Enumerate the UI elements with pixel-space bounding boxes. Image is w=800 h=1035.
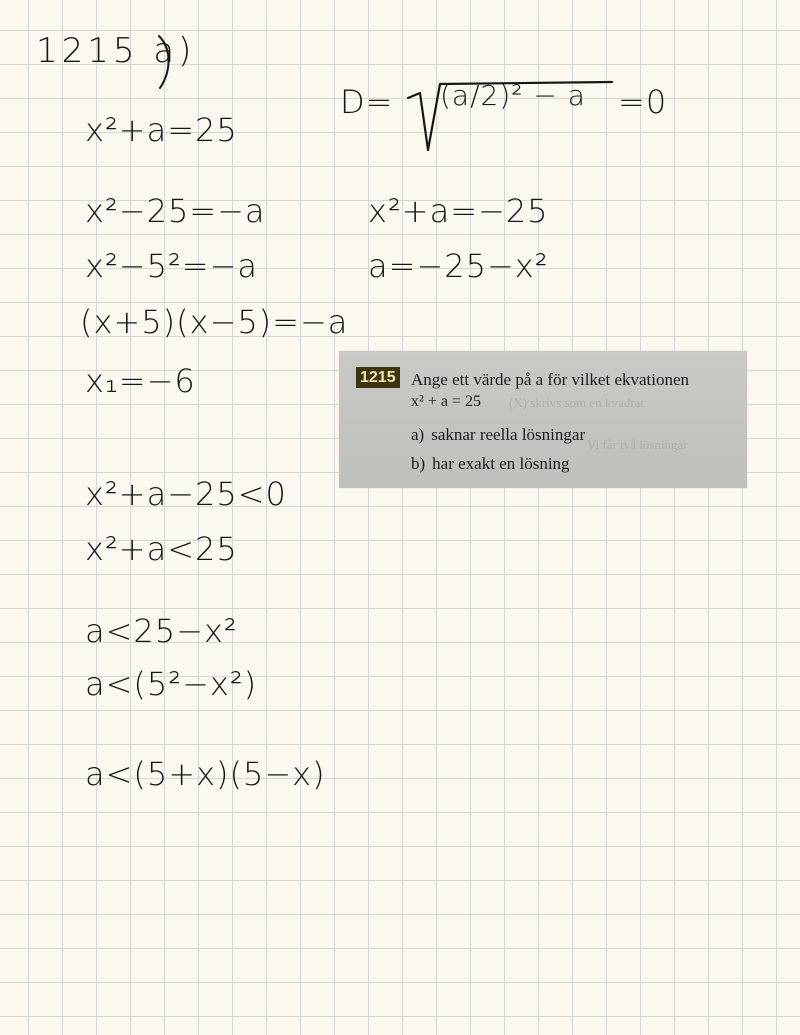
equation-rearranged: x²−25=−a xyxy=(85,192,266,230)
problem-number-badge: 1215 xyxy=(356,367,400,388)
inequality-2: x²+a<25 xyxy=(85,530,238,568)
textbook-problem-snippet xyxy=(339,351,747,488)
problem-prompt: Ange ett värde på a för vilket ekvationen xyxy=(411,370,690,389)
problem-part-b-text: har exakt en lösning xyxy=(432,454,570,473)
discriminant-radicand: (a/2)² − a xyxy=(440,79,586,112)
problem-part-b xyxy=(411,454,570,474)
problem-equation: x² + a = 25 xyxy=(411,393,481,410)
bleed-through-text-2: Vi får två lösningar xyxy=(587,437,688,452)
equation-alternative-2: a=−25−x² xyxy=(368,247,549,285)
inequality-3: a<25−x² xyxy=(85,612,238,650)
inequality-1: x²+a−25<0 xyxy=(85,475,287,513)
inequality-5: a<(5+x)(5−x) xyxy=(85,755,326,793)
problem-part-a-mark: a) xyxy=(411,425,425,444)
equation-difference-of-squares: x²−5²=−a xyxy=(85,247,258,285)
discriminant-result: =0 xyxy=(618,83,668,121)
discriminant-label: D= xyxy=(340,83,394,121)
equation-factored: (x+5)(x−5)=−a xyxy=(80,303,349,341)
problem-part-a-text: saknar reella lösningar xyxy=(431,425,586,444)
equation-root: x₁=−6 xyxy=(85,362,196,400)
equation-given: x²+a=25 xyxy=(85,111,238,149)
equation-alternative-1: x²+a=−25 xyxy=(368,192,549,230)
problem-part-b-mark: b) xyxy=(411,454,426,473)
problem-part-a xyxy=(411,425,585,445)
bleed-through-text-1: (X) skrivs som en kvadrat xyxy=(509,395,645,410)
problem-heading: 1215 a) xyxy=(36,31,196,71)
inequality-4: a<(5²−x²) xyxy=(85,665,258,703)
